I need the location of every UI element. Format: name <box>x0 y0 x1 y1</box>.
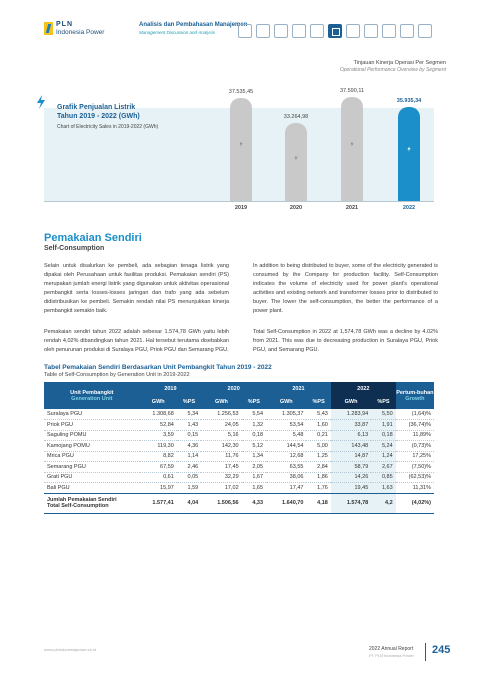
leaf-icon[interactable] <box>418 24 432 38</box>
value-cell: 33,87 <box>331 420 371 431</box>
value-cell: 1,32 <box>242 420 266 431</box>
paragraph-1-id: Selain untuk disalurkan ke pembeli, ada sebagian tenaga listrik yang dipakai oleh Perusahaan untuk fasilitas produksi. Pemakaian sendiri (PS) merupakan jumlah energi listrik yang digunakan untuk aktivitas operasional pembangkit serta losses-losses jaringan dan trafo yang ada sebelum didistribusikan ke pembeli. Semakin rendah nilai PS menunjukkan kinerja pembangkit semakin baik. <box>44 263 229 314</box>
total-value-cell: (4,02%) <box>396 493 434 513</box>
value-cell: 14,87 <box>331 451 371 462</box>
value-cell: 5,00 <box>306 441 330 452</box>
chart-subtitle: Chart of Electricity Sales in 2019-2022 (GWh) <box>57 124 159 130</box>
sub-gwh: GWh <box>140 395 177 409</box>
value-cell: 1.308,68 <box>140 409 177 420</box>
self-consumption-table <box>44 382 434 514</box>
value-cell: 32,29 <box>201 472 241 483</box>
value-cell: 1,25 <box>306 451 330 462</box>
value-cell: 1,76 <box>306 483 330 494</box>
value-cell: (36,74)% <box>396 420 434 431</box>
value-cell: 1,86 <box>306 472 330 483</box>
table-row <box>44 409 434 420</box>
book-icon[interactable] <box>400 24 414 38</box>
total-value-cell: 1.506,56 <box>201 493 241 513</box>
unit-name-cell: Priok PGU <box>44 420 140 431</box>
value-cell: 0,18 <box>242 430 266 441</box>
report-icon[interactable] <box>328 24 342 38</box>
year-header-2019: 2019 <box>140 382 202 395</box>
x-tick-label: 2019 <box>234 205 248 211</box>
bar-bolt-icon <box>294 154 298 161</box>
value-cell: 24,05 <box>201 420 241 431</box>
bar-2019 <box>230 98 252 201</box>
bar-bolt-icon <box>407 146 411 153</box>
logo-name: PLN <box>56 21 73 28</box>
table-subtitle: Table of Self-Consumption by Generation Unit in 2019-2022 <box>44 372 190 378</box>
paragraph-1-en: In addition to being distributed to buyer, some of the electricity generated is consumed by the Company for production facility. Self-Consumption indicates the volume of electricity used for power plant's operational activities and existing network and transformer losses prior to distributed to buyer. The lower the self-consumption, the better the performance of a power plant. <box>253 263 438 314</box>
value-cell: 3,59 <box>140 430 177 441</box>
bar-bolt-icon <box>350 140 354 147</box>
page-number: 245 <box>432 644 451 656</box>
globe-icon[interactable] <box>382 24 396 38</box>
table-row <box>44 451 434 462</box>
value-cell: 1.256,53 <box>201 409 241 420</box>
value-cell: 0,15 <box>177 430 201 441</box>
value-cell: 1,63 <box>371 483 395 494</box>
value-cell: 1,65 <box>242 483 266 494</box>
footer-report: 2022 Annual Report <box>369 646 414 652</box>
total-label-en: Total Self-Consumption <box>47 503 109 509</box>
value-cell: 5,34 <box>177 409 201 420</box>
value-cell: 2,67 <box>371 462 395 473</box>
total-value-cell: 4,18 <box>306 493 330 513</box>
total-row <box>44 493 434 513</box>
bar-2020 <box>285 123 307 201</box>
value-cell: 11,89% <box>396 430 434 441</box>
tools-icon[interactable] <box>346 24 360 38</box>
sub-ps: %PS <box>371 395 395 409</box>
header-title: Analisis dan Pembahasan Manajemen <box>139 22 248 28</box>
paragraph-2-en: Total Self-Consumption in 2022 at 1,574,78 GWh was a decline by 4.02% from 2021. This was due to decreasing production in Suralaya PGU, Priok PGU, and Semarang PGU. <box>253 329 438 353</box>
sub-gwh: GWh <box>331 395 371 409</box>
value-cell: 5,12 <box>242 441 266 452</box>
grid-icon[interactable] <box>256 24 270 38</box>
value-cell: 1,14 <box>177 451 201 462</box>
value-cell: 17,02 <box>201 483 241 494</box>
value-cell: (7,50)% <box>396 462 434 473</box>
chart-title: Grafik Penjualan Listrik <box>57 104 136 111</box>
chart-axis-line <box>44 201 434 202</box>
value-cell: 15,97 <box>140 483 177 494</box>
value-cell: (1,64)% <box>396 409 434 420</box>
unit-name-cell: Grati PGU <box>44 472 140 483</box>
value-cell: 14,26 <box>331 472 371 483</box>
col-unit-en: Generation Unit <box>71 395 113 402</box>
sub-gwh: GWh <box>201 395 241 409</box>
table-row <box>44 441 434 452</box>
value-cell: 11,31% <box>396 483 434 494</box>
doc-icon[interactable] <box>238 24 252 38</box>
value-cell: 5,43 <box>306 409 330 420</box>
bar-value-label: 37.535,45 <box>228 88 254 95</box>
year-header-2022: 2022 <box>331 382 396 395</box>
total-value-cell: 4,04 <box>177 493 201 513</box>
bar-value-label: 35.935,34 <box>396 97 422 104</box>
year-header-2021: 2021 <box>266 382 331 395</box>
value-cell: 4,36 <box>177 441 201 452</box>
value-cell: 17,25% <box>396 451 434 462</box>
value-cell: 38,06 <box>266 472 306 483</box>
footer-divider <box>425 643 426 661</box>
page-header <box>0 0 480 44</box>
header-subtitle: Management Discussion and Analysis <box>139 30 215 35</box>
chart-title-years: Tahun 2019 - 2022 (GWh) <box>57 113 140 120</box>
value-cell: 5,16 <box>201 430 241 441</box>
value-cell: 11,76 <box>201 451 241 462</box>
footer-company: PT PLN Indonesia Power <box>369 653 414 658</box>
value-cell: (0,73)% <box>396 441 434 452</box>
value-cell: 5,54 <box>242 409 266 420</box>
col-growth-header <box>396 382 434 409</box>
table-row <box>44 462 434 473</box>
value-cell: 1,43 <box>177 420 201 431</box>
value-cell: 5,24 <box>371 441 395 452</box>
table-row <box>44 430 434 441</box>
pln-logo-icon <box>44 22 53 35</box>
value-cell: 53,54 <box>266 420 306 431</box>
value-cell: 1,91 <box>371 420 395 431</box>
value-cell: 144,54 <box>266 441 306 452</box>
value-cell: 1,60 <box>306 420 330 431</box>
unit-name-cell: Suralaya PGU <box>44 409 140 420</box>
shield-icon[interactable] <box>364 24 378 38</box>
chart-icon[interactable] <box>274 24 288 38</box>
value-cell: 19,45 <box>331 483 371 494</box>
value-cell: 0,61 <box>140 472 177 483</box>
value-cell: 58,79 <box>331 462 371 473</box>
x-tick-label: 2021 <box>345 205 359 211</box>
total-value-cell: 1.574,78 <box>331 493 371 513</box>
sub-gwh: GWh <box>266 395 306 409</box>
unit-name-cell: Semarang PGU <box>44 462 140 473</box>
section-title: Pemakaian Sendiri <box>44 232 142 244</box>
value-cell: 12,68 <box>266 451 306 462</box>
year-header-2020: 2020 <box>201 382 266 395</box>
col-growth-id: Pertum-buhan <box>396 389 434 396</box>
value-cell: 1,67 <box>242 472 266 483</box>
section-label-id: Tinjauan Kinerja Operasi Per Segmen <box>353 60 446 66</box>
value-cell: 0,85 <box>371 472 395 483</box>
section-label-en: Operational Performance Overview by Segment <box>339 67 446 73</box>
value-cell: 1,59 <box>177 483 201 494</box>
total-value-cell: 4,33 <box>242 493 266 513</box>
value-cell: 2,46 <box>177 462 201 473</box>
col-unit-id: Unit Pembangkit <box>70 389 114 396</box>
sub-ps: %PS <box>177 395 201 409</box>
value-cell: 6,13 <box>331 430 371 441</box>
total-value-cell: 1.640,70 <box>266 493 306 513</box>
bar-bolt-icon <box>239 141 243 148</box>
value-cell: 2,84 <box>306 462 330 473</box>
col-unit-header <box>44 382 140 409</box>
value-cell: 119,30 <box>140 441 177 452</box>
footer-url: www.plnindonesiapower.co.id <box>44 647 97 652</box>
section-title-en: Self-Consumption <box>44 245 105 252</box>
sub-ps: %PS <box>242 395 266 409</box>
value-cell: 17,45 <box>201 462 241 473</box>
value-cell: 143,48 <box>331 441 371 452</box>
value-cell: 5,48 <box>266 430 306 441</box>
gear-icon[interactable] <box>310 24 324 38</box>
total-value-cell: 1.577,41 <box>140 493 177 513</box>
value-cell: 5,50 <box>371 409 395 420</box>
value-cell: 52,84 <box>140 420 177 431</box>
value-cell: 67,59 <box>140 462 177 473</box>
value-cell: 17,47 <box>266 483 306 494</box>
value-cell: 0,18 <box>371 430 395 441</box>
table-row <box>44 483 434 494</box>
sub-ps: %PS <box>306 395 330 409</box>
unit-name-cell: Bali PGU <box>44 483 140 494</box>
x-tick-label: 2022 <box>402 205 416 211</box>
total-label-cell <box>44 493 140 513</box>
bar-2022 <box>398 107 420 201</box>
logo-subtitle: Indonesia Power <box>56 29 105 36</box>
table-row <box>44 420 434 431</box>
total-value-cell: 4,2 <box>371 493 395 513</box>
value-cell: 0,21 <box>306 430 330 441</box>
x-tick-label: 2020 <box>289 205 303 211</box>
value-cell: 8,82 <box>140 451 177 462</box>
value-cell: 1.283,94 <box>331 409 371 420</box>
table-title: Tabel Pemakaian Sendiri Berdasarkan Unit Pembangkit Tahun 2019 - 2022 <box>44 364 272 371</box>
col-growth-en: Growth <box>405 395 425 402</box>
value-cell: 1,24 <box>371 451 395 462</box>
bar-2021 <box>341 97 363 201</box>
value-cell: 2,05 <box>242 462 266 473</box>
value-cell: 142,30 <box>201 441 241 452</box>
people-icon[interactable] <box>292 24 306 38</box>
unit-name-cell: Saguling POMU <box>44 430 140 441</box>
total-label-id: Jumlah Pemakaian Sendiri <box>47 497 117 503</box>
table-row <box>44 472 434 483</box>
value-cell: 1.305,37 <box>266 409 306 420</box>
value-cell: 0,05 <box>177 472 201 483</box>
unit-name-cell: Kamojang POMU <box>44 441 140 452</box>
lightning-bolt-icon <box>36 95 46 109</box>
unit-name-cell: Mrica PGU <box>44 451 140 462</box>
paragraph-2-id: Pemakaian sendiri tahun 2022 adalah sebesar 1.574,78 GWh yaitu lebih rendah 4,02% dibandingkan tahun 2021. Hal tersebut terutama disebabkan oleh penurunan produksi di Suralaya PGU, Priok PGU dan Semarang PGU. <box>44 329 229 353</box>
bar-value-label: 33.264,98 <box>283 113 309 120</box>
value-cell: 63,55 <box>266 462 306 473</box>
value-cell: (62,53)% <box>396 472 434 483</box>
value-cell: 1,34 <box>242 451 266 462</box>
bar-value-label: 37.590,11 <box>339 88 365 95</box>
